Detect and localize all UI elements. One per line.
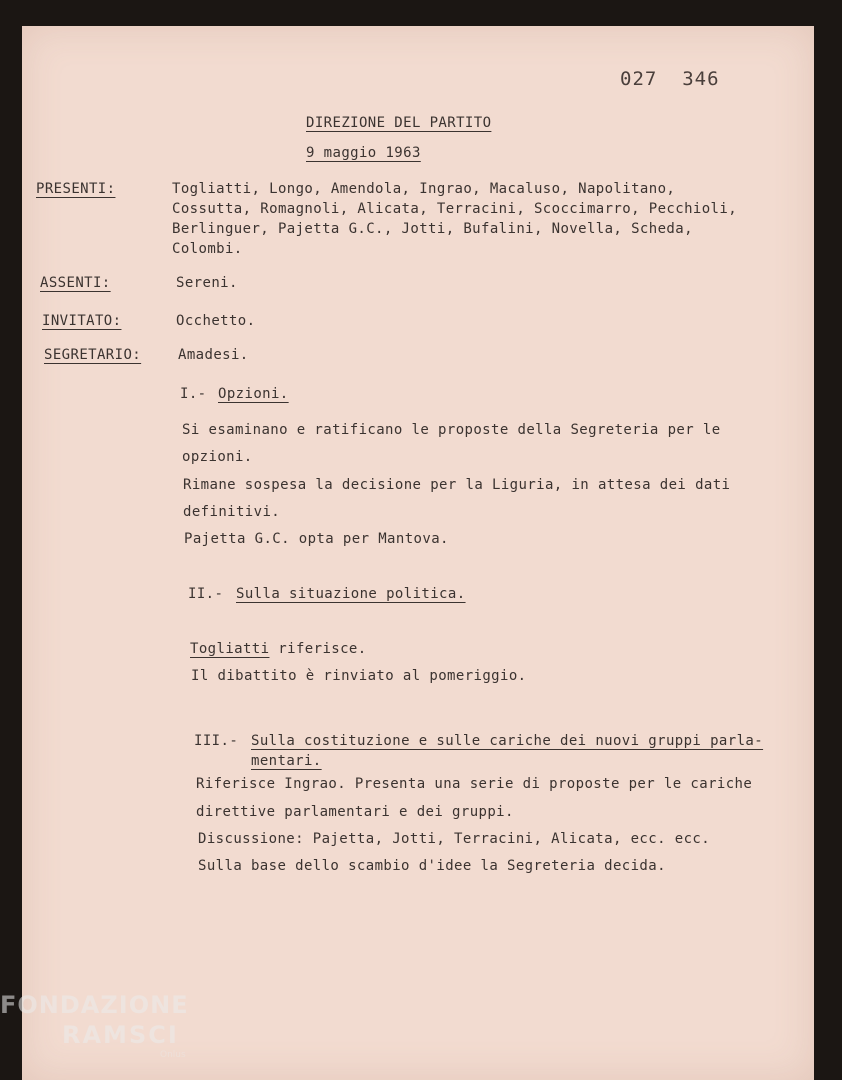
segretario-label: SEGRETARIO: xyxy=(44,347,142,363)
section-2-line: Il dibattito è rinviato al pomeriggio. xyxy=(191,668,527,684)
assenti-label: ASSENTI: xyxy=(40,275,111,291)
archive-serial-number: 027 346 xyxy=(620,68,720,90)
section-3-line: Discussione: Pajetta, Jotti, Terracini, Alicata, ecc. ecc. xyxy=(198,831,711,847)
section-3-title: Sulla costituzione e sulle cariche dei nuovi gruppi parla- xyxy=(251,733,764,749)
section-3-line: direttive parlamentari e dei gruppi. xyxy=(196,804,514,820)
watermark-line-1: FONDAZIONE xyxy=(0,991,189,1019)
section-2-speaker: Togliatti xyxy=(190,641,270,657)
section-1-line: opzioni. xyxy=(182,449,253,465)
presenti-line: Colombi. xyxy=(172,241,243,257)
presenti-line: Togliatti, Longo, Amendola, Ingrao, Macaluso, Napolitano, xyxy=(172,181,676,197)
section-2-speaker-rest: riferisce. xyxy=(269,641,367,657)
section-2-line xyxy=(190,636,367,662)
document-title: DIREZIONE DEL PARTITO xyxy=(306,115,492,131)
section-1-line: definitivi. xyxy=(183,504,281,520)
section-2-number: II.- xyxy=(188,586,224,602)
section-1-title: Opzioni. xyxy=(218,386,289,402)
fondazione-gramsci-watermark xyxy=(0,990,189,1060)
document-date: 9 maggio 1963 xyxy=(306,145,421,161)
assenti-value: Sereni. xyxy=(176,275,238,291)
presenti-label: PRESENTI: xyxy=(36,181,116,197)
watermark-line-3: Onlus xyxy=(160,1050,186,1060)
section-3-line: Sulla base dello scambio d'idee la Segreteria decida. xyxy=(198,858,666,874)
section-3-line: Riferisce Ingrao. Presenta una serie di proposte per le cariche xyxy=(196,776,753,792)
invitato-value: Occhetto. xyxy=(176,313,256,329)
section-1-line: Rimane sospesa la decisione per la Liguria, in attesa dei dati xyxy=(183,477,731,493)
section-2-title: Sulla situazione politica. xyxy=(236,586,466,602)
section-3-title-continued: mentari. xyxy=(251,753,322,769)
segretario-value: Amadesi. xyxy=(178,347,249,363)
watermark-line-2: RAMSCI xyxy=(62,1021,179,1049)
section-1-number: I.- xyxy=(180,386,207,402)
section-1-line: Pajetta G.C. opta per Mantova. xyxy=(184,531,449,547)
presenti-line: Cossutta, Romagnoli, Alicata, Terracini, Scoccimarro, Pecchioli, xyxy=(172,201,738,217)
section-1-line: Si esaminano e ratificano le proposte della Segreteria per le xyxy=(182,422,721,438)
invitato-label: INVITATO: xyxy=(42,313,122,329)
presenti-line: Berlinguer, Pajetta G.C., Jotti, Bufalini, Novella, Scheda, xyxy=(172,221,693,237)
section-3-number: III.- xyxy=(194,733,239,749)
